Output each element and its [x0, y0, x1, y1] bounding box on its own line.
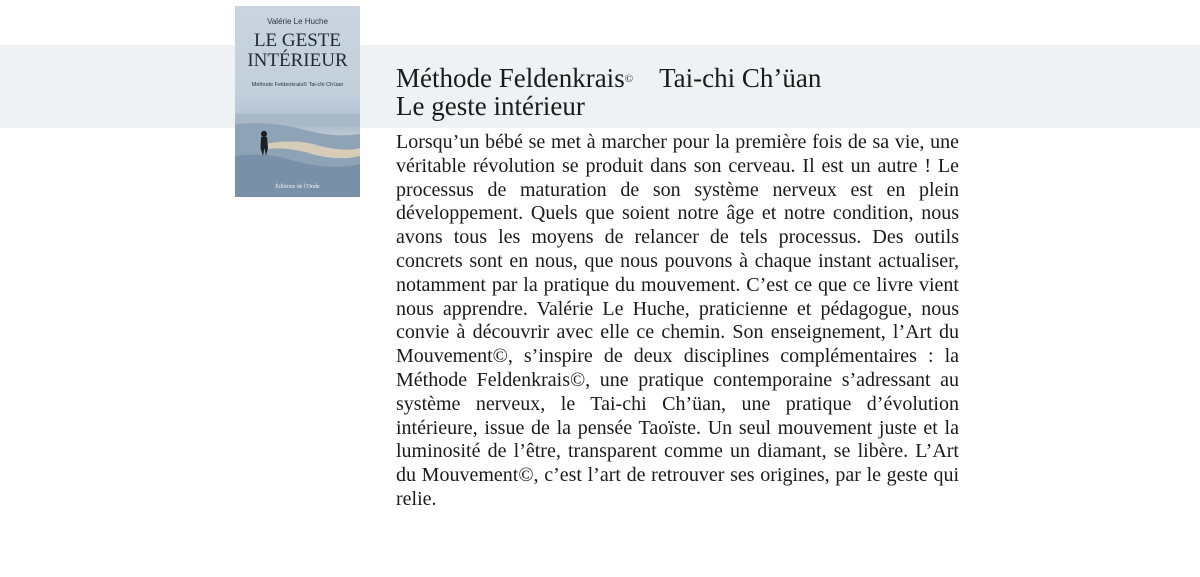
copyright-mark: © — [624, 73, 634, 85]
heading-line1 — [396, 64, 821, 92]
cover-title-line2: INTÉRIEUR — [247, 50, 348, 71]
cover-author: Valérie Le Huche — [267, 17, 328, 26]
cover-title-line1: LE GESTE — [253, 30, 342, 51]
cover-title — [235, 31, 360, 71]
heading-subtitle: Le geste intérieur — [396, 91, 585, 121]
book-description: Lorsqu’un bébé se met à marcher pour la première fois de sa vie, une véritable révolution se produit dans son cerveau. Il est un autre ! Le processus de maturation de son système nerveux est en plein développement. Quels que soient notre âge et notre condition, nous avons tous les moyens de relancer de tels processus. Des outils concrets sont en nous, que nous pouvons à chaque instant actualiser, notamment par la pratique du mouvement. C’est ce que ce livre vient nous apprendre. Valérie Le Huche, praticienne et pédagogue, nous convie à découvrir avec elle ce chemin. Son enseignement, l’Art du Mouvement©, s’inspire de deux disciplines complémentaires : la Méthode Feldenkrais©, une pratique contemporaine s’adressant au système nerveux, le Tai-chi Ch’üan, une pratique d’évolution intérieure, issue de la pensée Taoïste. Un seul mouvement juste et la luminosité de l’être, transparent comme un diamant, se libère. L’Art du Mouvement©, c’est l’art de retrouver ses origines, par le geste qui relie. — [396, 131, 959, 510]
heading-method: Méthode Feldenkrais — [396, 63, 625, 93]
heading-discipline: Tai-chi Ch’üan — [659, 63, 822, 93]
page-heading — [396, 64, 821, 120]
cover-subtitle: Méthode Feldenkrais© Tai-chi Ch'üan — [251, 82, 344, 88]
cover-publisher: Éditions de l'Onde — [275, 184, 320, 190]
book-cover-image — [235, 6, 360, 197]
